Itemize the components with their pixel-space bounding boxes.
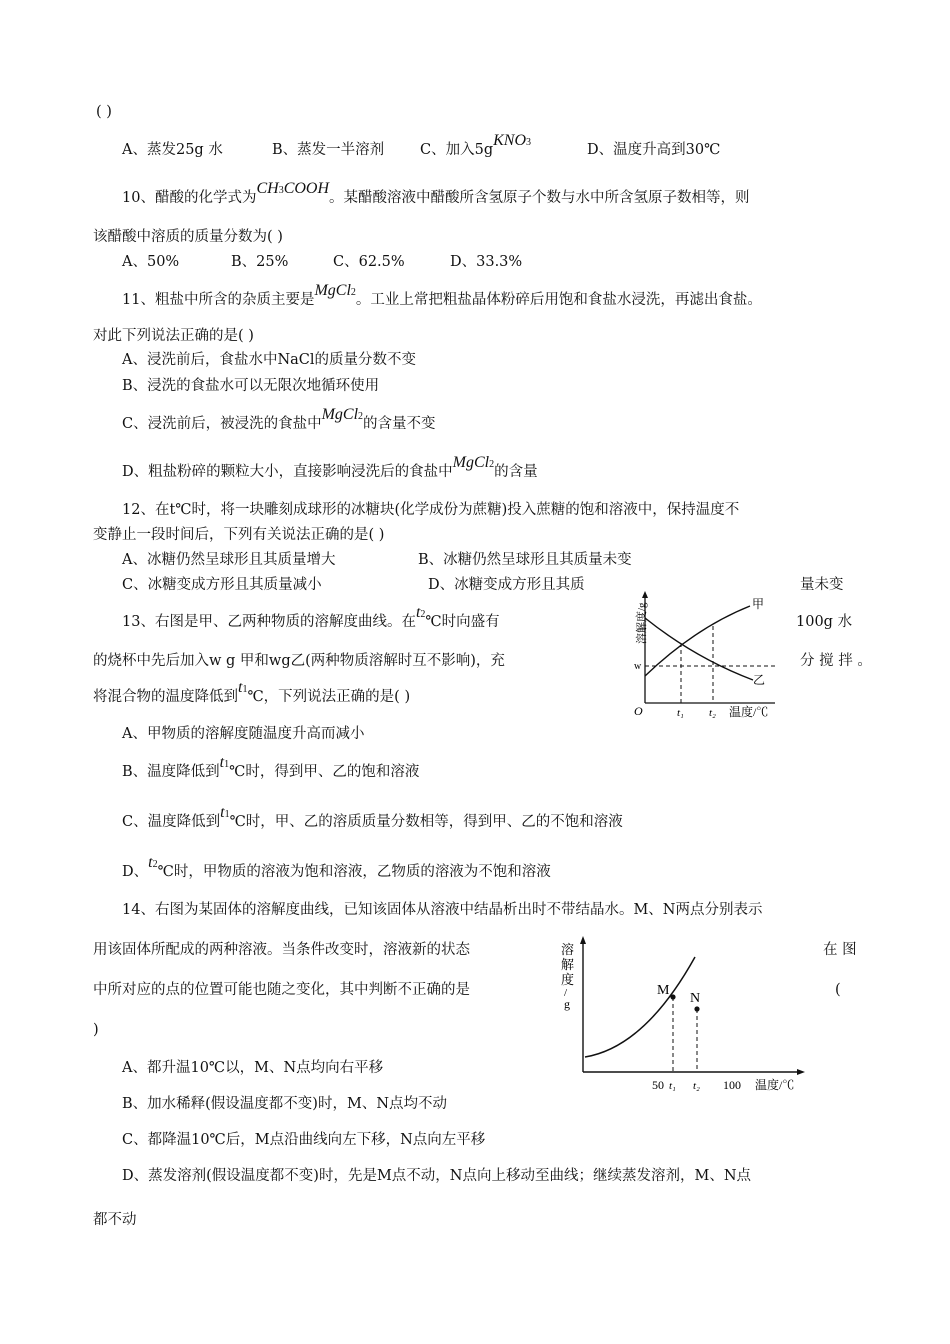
t1-symbol bbox=[220, 804, 229, 821]
q14-stem-line3-tail: ( bbox=[835, 982, 841, 998]
mgcl2-formula-main: MgCl bbox=[321, 406, 359, 423]
q13-series-jia: 甲 bbox=[752, 597, 765, 611]
kno3-formula bbox=[493, 132, 531, 149]
q9-option-c-text: C、加入5g bbox=[420, 142, 494, 158]
mgcl2-formula bbox=[322, 406, 363, 423]
q14-tick-t2: t₂ bbox=[693, 1080, 700, 1092]
q13-stem-line2: 的烧杯中先后加入w g 甲和wg乙(两种物质溶解时互不影响)，充 bbox=[93, 653, 505, 669]
q14-tick-t1: t₁ bbox=[669, 1080, 676, 1092]
q14-label-n: N bbox=[690, 991, 701, 1006]
q13-xlabel: 温度/℃ bbox=[729, 705, 769, 719]
t-main: t bbox=[220, 804, 225, 821]
q14-ylabel-4: / bbox=[564, 987, 568, 999]
q13-stem-line2-tail: 分 搅 拌 。 bbox=[800, 653, 872, 669]
q13-option-c-pre: C、温度降低到 bbox=[122, 814, 221, 830]
q11-option-d-pre: D、粗盐粉碎的颗粒大小，直接影响浸洗后的食盐中 bbox=[122, 464, 453, 480]
q13-solubility-graph bbox=[625, 588, 785, 723]
q13-option-b-post: ℃时，得到甲、乙的饱和溶液 bbox=[229, 764, 420, 780]
q13-stem-line3-post: ℃，下列说法正确的是( ) bbox=[247, 689, 411, 705]
mgcl2-formula-sub: 2 bbox=[350, 287, 356, 298]
q13-origin: O bbox=[634, 704, 643, 718]
acetic-acid-formula bbox=[256, 180, 329, 197]
q14-ylabel-3: 度 bbox=[561, 972, 575, 987]
kno3-formula-sub: 3 bbox=[526, 137, 532, 148]
q13-stem-line1 bbox=[122, 604, 500, 634]
q11-option-a: A、浸洗前后，食盐水中NaCl的质量分数不变 bbox=[122, 352, 417, 368]
q13-y-axis-arrow bbox=[642, 591, 648, 598]
mgcl2-formula-sub: 2 bbox=[489, 459, 495, 470]
mgcl2-formula bbox=[453, 454, 494, 471]
t-sub: 1 bbox=[224, 809, 230, 820]
q13-stem-pre: 13、右图是甲、乙两种物质的溶解度曲线。在 bbox=[122, 614, 416, 630]
q13-stem-line3 bbox=[93, 679, 411, 709]
q14-ylabel-2: 解 bbox=[561, 957, 575, 972]
q14-stem-line4: ) bbox=[93, 1022, 99, 1038]
q9-option-c bbox=[420, 132, 532, 162]
q11-option-b: B、浸洗的食盐水可以无限次地循环使用 bbox=[122, 378, 380, 394]
mgcl2-formula-main: MgCl bbox=[314, 282, 351, 299]
q13-w-label: w bbox=[634, 661, 642, 672]
q11-stem-post: 。工业上常把粗盐晶体粉碎后用饱和食盐水浸洗，再滤出食盐。 bbox=[355, 292, 762, 308]
mgcl2-formula bbox=[314, 282, 355, 299]
mgcl2-formula-sub: 2 bbox=[358, 411, 364, 422]
q14-option-b: B、加水稀释(假设温度都不变)时，M、N点均不动 bbox=[122, 1096, 448, 1112]
q11-stem-line2: 对此下列说法正确的是( ) bbox=[93, 328, 254, 344]
q13-ylabel: 溶解度/g bbox=[636, 602, 648, 644]
q14-ylabel-1: 溶 bbox=[561, 942, 575, 957]
t2-symbol bbox=[416, 604, 425, 621]
q9-option-a: A、蒸发25g 水 bbox=[122, 142, 223, 158]
q11-option-d bbox=[122, 454, 538, 484]
q13-t1-tick: t₁ bbox=[677, 707, 684, 719]
q13-option-a: A、甲物质的溶解度随温度升高而减小 bbox=[122, 726, 365, 742]
q13-stem-post: ℃时向盛有 bbox=[425, 614, 500, 630]
q13-option-b bbox=[122, 754, 420, 784]
q12-option-a: A、冰糖仍然呈球形且其质量增大 bbox=[122, 552, 336, 568]
q10-option-a: A、50% bbox=[122, 254, 180, 270]
q13-option-d-pre: D、 bbox=[122, 864, 149, 880]
q9-option-d: D、温度升高到30℃ bbox=[587, 142, 721, 158]
q13-stem-line1-tail: 100g 水 bbox=[796, 614, 853, 630]
acetic-acid-formula-cooh: COOH bbox=[283, 180, 330, 197]
q14-stem-line3: 中所对应的点的位置可能也随之变化，其中判断不正确的是 bbox=[93, 982, 470, 998]
t-sub: 2 bbox=[152, 859, 158, 870]
q13-stem-line3-pre: 将混合物的温度降低到 bbox=[93, 689, 238, 705]
q11-option-c-post: 的含量不变 bbox=[363, 416, 436, 432]
q10-stem-line2: 该醋酸中溶质的质量分数为( ) bbox=[93, 229, 283, 245]
q14-option-c: C、都降温10℃后，M点沿曲线向左下移，N点向左平移 bbox=[122, 1132, 486, 1148]
q14-stem-line2-tail: 在 图 bbox=[823, 942, 857, 958]
q13-t2-tick: t₂ bbox=[709, 707, 716, 719]
q14-tick-100: 100 bbox=[723, 1078, 741, 1092]
q14-ylabel-5: g bbox=[564, 997, 570, 1011]
acetic-acid-formula-ch: CH bbox=[256, 180, 279, 197]
q10-option-d: D、33.3% bbox=[450, 254, 523, 270]
q13-option-d bbox=[122, 854, 551, 884]
q12-option-d: D、冰糖变成方形且其质 bbox=[428, 577, 585, 593]
q14-option-a: A、都升温10℃以，M、N点均向右平移 bbox=[122, 1060, 384, 1076]
q10-stem-line1 bbox=[122, 180, 750, 210]
q11-stem-line1 bbox=[122, 282, 762, 312]
q14-option-d-line1: D、蒸发溶剂(假设温度都不变)时，先是M点不动，N点向上移动至曲线；继续蒸发溶剂，M、N点 bbox=[122, 1168, 752, 1184]
q12-stem-line2: 变静止一段时间后，下列有关说法正确的是( ) bbox=[93, 527, 385, 543]
q9-answer-paren: ( ) bbox=[96, 104, 112, 120]
q13-curve-yi bbox=[645, 618, 753, 680]
q11-stem-pre: 11、粗盐中所含的杂质主要是 bbox=[122, 292, 315, 308]
q11-option-c bbox=[122, 406, 436, 436]
t-main: t bbox=[148, 854, 153, 871]
q13-option-c bbox=[122, 804, 623, 834]
q14-option-d-line2: 都不动 bbox=[93, 1212, 137, 1228]
t-sub: 1 bbox=[224, 759, 230, 770]
t1-symbol bbox=[220, 754, 229, 771]
q12-option-c: C、冰糖变成方形且其质量减小 bbox=[122, 577, 322, 593]
q14-solubility-curve bbox=[585, 957, 695, 1057]
q12-stem-line1: 12、在t℃时，将一块雕刻成球形的冰糖块(化学成份为蔗糖)投入蔗糖的饱和溶液中，保持温度不 bbox=[122, 502, 740, 518]
q12-option-b: B、冰糖仍然呈球形且其质量未变 bbox=[418, 552, 632, 568]
q10-option-b: B、25% bbox=[231, 254, 289, 270]
t-main: t bbox=[238, 679, 243, 696]
q14-label-m: M bbox=[657, 983, 670, 998]
kno3-formula-main: KNO bbox=[493, 132, 527, 149]
t-main: t bbox=[415, 604, 421, 621]
q11-option-d-post: 的含量 bbox=[494, 464, 538, 480]
q10-stem-post: 。某醋酸溶液中醋酸所含氢原子个数与水中所含氢原子数相等，则 bbox=[329, 190, 750, 206]
mgcl2-formula-main: MgCl bbox=[452, 454, 490, 471]
t2-symbol bbox=[148, 854, 157, 871]
q10-stem-pre: 10、醋酸的化学式为 bbox=[122, 190, 257, 206]
q9-option-b: B、蒸发一半溶剂 bbox=[272, 142, 385, 158]
acetic-acid-formula-sub: 3 bbox=[278, 185, 284, 196]
q11-option-c-pre: C、浸洗前后，被浸洗的食盐中 bbox=[122, 416, 322, 432]
t-sub: 1 bbox=[242, 684, 248, 695]
q14-tick-50: 50 bbox=[652, 1078, 664, 1092]
q14-y-axis-arrow bbox=[580, 936, 586, 944]
q12-option-d-tail: 量未变 bbox=[800, 577, 844, 593]
t-sub: 2 bbox=[420, 609, 426, 620]
t1-symbol bbox=[238, 679, 247, 696]
q14-solubility-graph bbox=[555, 932, 810, 1092]
q14-stem-line2: 用该固体所配成的两种溶液。当条件改变时，溶液新的状态 bbox=[93, 942, 470, 958]
q13-series-yi: 乙 bbox=[753, 673, 766, 687]
t-main: t bbox=[219, 754, 225, 771]
q14-stem-line1: 14、右图为某固体的溶解度曲线，已知该固体从溶液中结晶析出时不带结晶水。M、N两点分别表示 bbox=[122, 902, 763, 918]
q13-option-c-post: ℃时，甲、乙的溶质质量分数相等，得到甲、乙的不饱和溶液 bbox=[229, 814, 623, 830]
q13-option-b-pre: B、温度降低到 bbox=[122, 764, 220, 780]
q13-option-d-post: ℃时，甲物质的溶液为饱和溶液，乙物质的溶液为不饱和溶液 bbox=[157, 864, 551, 880]
q10-option-c: C、62.5% bbox=[333, 254, 405, 270]
q14-xlabel: 温度/℃ bbox=[755, 1078, 795, 1092]
q14-x-axis-arrow bbox=[797, 1069, 805, 1075]
